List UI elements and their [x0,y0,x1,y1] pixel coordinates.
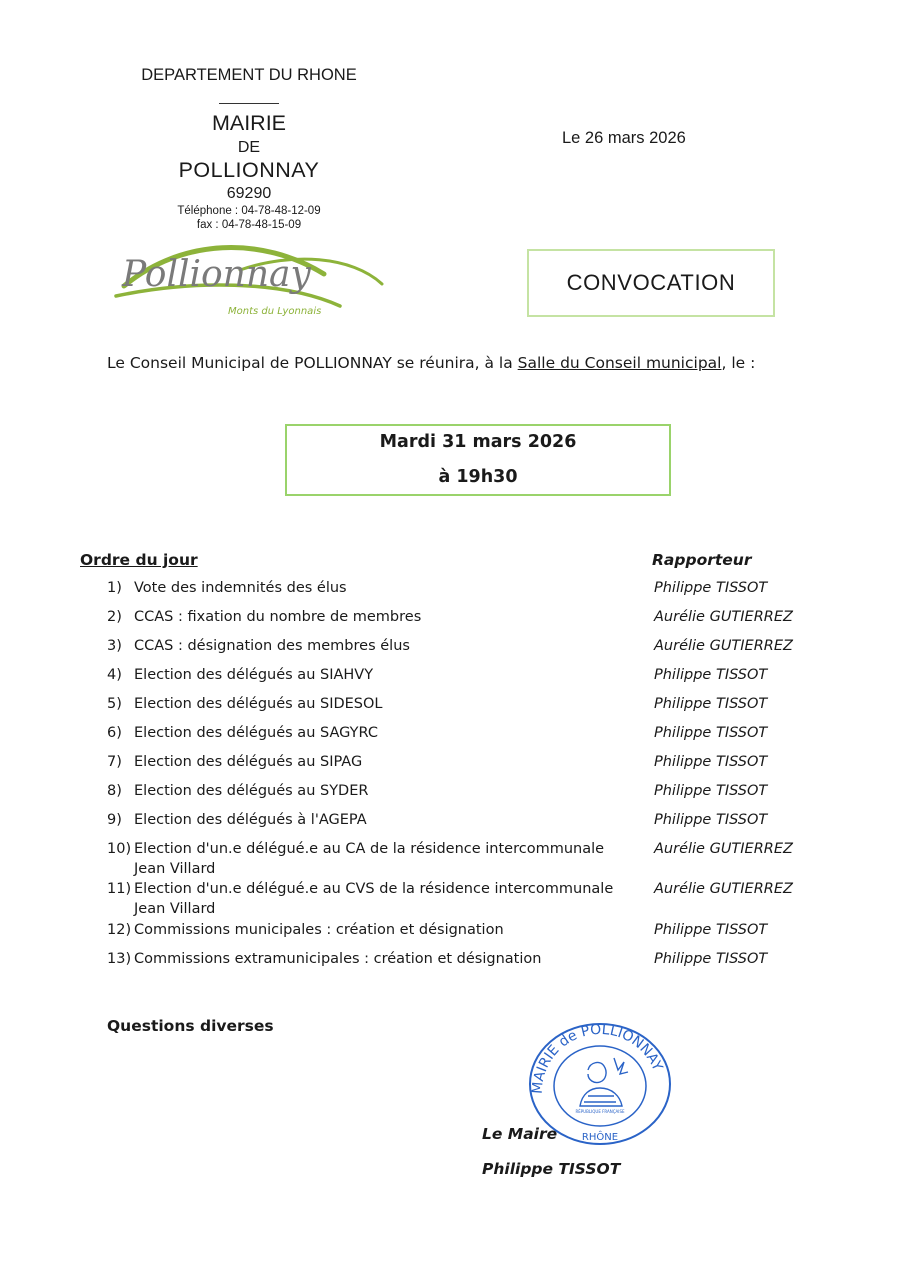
agenda-item-number: 4) [107,667,122,683]
fax-number: fax : 04-78-48-15-09 [196,219,302,231]
department-name: DEPARTEMENT DU RHONE [141,66,357,84]
signature-title: Le Maire [482,1125,558,1143]
agenda-item-text: Election d'un.e délégué.e au CVS de la résidence intercommunale Jean Villard [134,881,614,917]
agenda-item-rapporteur: Aurélie GUTIERREZ [654,609,793,625]
signature-name: Philippe TISSOT [482,1160,621,1178]
agenda-item-number: 6) [107,725,122,741]
agenda-item-number: 2) [107,609,122,625]
agenda-item-number: 11) [107,881,132,897]
agenda-item-rapporteur: Philippe TISSOT [654,783,768,799]
agenda-item-rapporteur: Philippe TISSOT [654,725,768,741]
convocation-label: CONVOCATION [527,249,775,317]
mairie-de: DE [237,139,261,156]
town-name: POLLIONNAY [178,158,320,182]
document-date: Le 26 mars 2026 [562,129,686,147]
agenda-item-rapporteur: Philippe TISSOT [654,812,768,828]
agenda-item-number: 12) [107,922,132,938]
postal-code: 69290 [226,185,272,202]
agenda-item-rapporteur: Aurélie GUTIERREZ [654,638,793,654]
agenda-title: Ordre du jour [80,551,198,569]
agenda-item-text: Commissions municipales : création et désignation [134,922,504,938]
meeting-day: Mardi 31 mars 2026 [379,432,577,452]
agenda-item-rapporteur: Philippe TISSOT [654,667,768,683]
intro-after: , le : [721,354,756,372]
pollionnay-logo [112,240,387,322]
agenda-item-number: 3) [107,638,122,654]
seal-small-text: RÉPUBLIQUE FRANÇAISE [575,1109,625,1114]
intro-sentence [107,354,755,372]
agenda-item-text: CCAS : désignation des membres élus [134,638,410,654]
intro-before: Le Conseil Municipal de POLLIONNAY se réunira, à la [107,354,518,372]
agenda-item-rapporteur: Aurélie GUTIERREZ [654,841,793,857]
agenda-item-text: Election des délégués au SYDER [134,783,369,799]
marianne-icon [580,1058,628,1106]
agenda-item-number: 1) [107,580,122,596]
agenda-item-rapporteur: Philippe TISSOT [654,754,768,770]
seal-inner-ring [554,1046,646,1126]
agenda-item-number: 10) [107,841,132,857]
logo-tagline: Monts du Lyonnais [228,306,322,317]
agenda-item-rapporteur: Philippe TISSOT [654,922,768,938]
agenda-item-rapporteur: Aurélie GUTIERREZ [654,881,793,897]
agenda-item-number: 13) [107,951,132,967]
meeting-place: Salle du Conseil municipal [517,354,722,372]
agenda-item-number: 7) [107,754,122,770]
phone-number: Téléphone : 04-78-48-12-09 [177,205,321,217]
seal-bottom-text: RHÔNE [581,1132,619,1143]
agenda-item-text: Election des délégués au SIPAG [134,754,363,770]
meeting-date-box [285,424,671,496]
rapporteur-header: Rapporteur [652,551,752,569]
agenda-item-rapporteur: Philippe TISSOT [654,696,768,712]
mairie-title: MAIRIE [211,111,287,135]
agenda-item-text: Election d'un.e délégué.e au CA de la résidence intercommunale Jean Villard [134,841,605,877]
meeting-time: à 19h30 [438,467,518,487]
logo-wordmark: Pollionnay [122,254,311,295]
agenda-item-text: Commissions extramunicipales : création et désignation [134,951,542,967]
agenda-item-rapporteur: Philippe TISSOT [654,580,768,596]
agenda-item-number: 8) [107,783,122,799]
agenda-item-number: 5) [107,696,122,712]
agenda-item-text: CCAS : fixation du nombre de membres [134,609,422,625]
header-divider [219,103,279,104]
questions-diverses: Questions diverses [107,1017,274,1035]
agenda-item-number: 9) [107,812,122,828]
agenda-item-text: Election des délégués au SAGYRC [134,725,378,741]
agenda-item-text: Election des délégués au SIDESOL [134,696,383,712]
agenda-item-rapporteur: Philippe TISSOT [654,951,768,967]
agenda-item-text: Election des délégués au SIAHVY [134,667,374,683]
agenda-item-text: Election des délégués à l'AGEPA [134,812,367,828]
agenda-item-text: Vote des indemnités des élus [134,580,347,596]
seal-text-path: MAIRIE de POLLIONNAY [529,1021,666,1095]
